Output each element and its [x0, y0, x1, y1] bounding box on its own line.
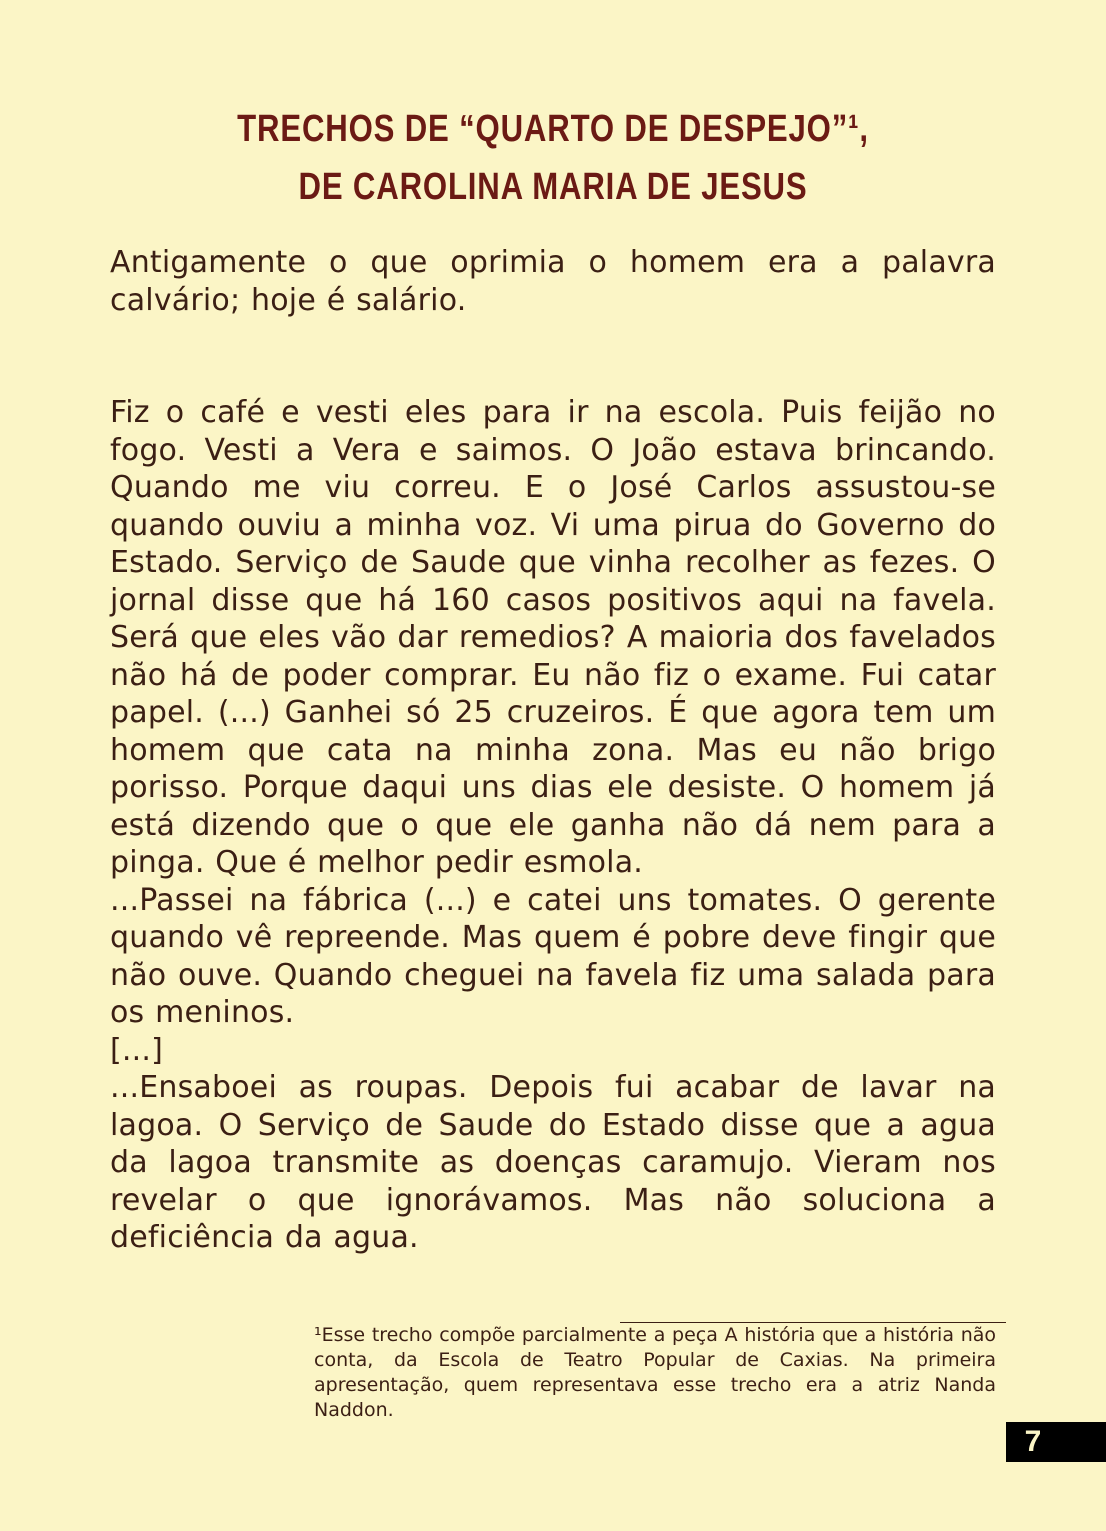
- footnote-text: ¹Esse trecho compõe parcialmente a peça A história que a história não conta, da Escola de Teatro Popular de Caxias. Na primeira apresentação, quem representava esse trecho era a atriz Nanda Naddon.: [314, 1324, 996, 1421]
- paragraph: Fiz o café e vesti eles para ir na escola. Puis feijão no fogo. Vesti a Vera e saimos. O João estava brincando. Quando me viu correu. E o José Carlos assustou-se quando ouviu a minha voz. Vi uma pirua do Governo do Estado. Serviço de Saude que vinha recolher as fezes. O jornal disse que há 160 casos positivos aqui na favela. Será que eles vão dar remedios? A maioria dos favelados não há de poder comprar. Eu não fiz o exame. Fui catar papel. (...) Ganhei só 25 cruzeiros. É que agora tem um homem que cata na minha zona. Mas eu não brigo porisso. Porque daqui uns dias ele desiste. O homem já está dizendo que o que ele ganha não dá nem para a pinga. Que é melhor pedir esmola.: [110, 395, 996, 880]
- paragraph-ellipsis: [...]: [110, 1032, 164, 1068]
- paragraph: ...Passei na fábrica (...) e catei uns tomates. O gerente quando vê repreende. Mas quem é pobre deve fingir que não ouve. Quando cheguei na favela fiz uma salada para os meninos.: [110, 882, 996, 1030]
- diary-excerpt: [110, 394, 996, 1257]
- title-line-1: TRECHOS DE “QUARTO DE DESPEJO”¹,: [237, 108, 869, 150]
- intro-quote: [110, 244, 996, 319]
- page-number: 7: [1024, 1425, 1042, 1458]
- intro-paragraph: Antigamente o que oprimia o homem era a palavra calvário; hoje é salário.: [110, 245, 996, 318]
- footnote: [314, 1323, 996, 1423]
- page-title: [100, 100, 1007, 216]
- paragraph: ...Ensaboei as roupas. Depois fui acabar de lavar na lagoa. O Serviço de Saude do Estado disse que a agua da lagoa transmite as doenças caramujo. Vieram nos revelar o que ignorávamos. Mas não soluciona a deficiência da agua.: [110, 1070, 996, 1255]
- title-line-2: DE CAROLINA MARIA DE JESUS: [298, 166, 808, 208]
